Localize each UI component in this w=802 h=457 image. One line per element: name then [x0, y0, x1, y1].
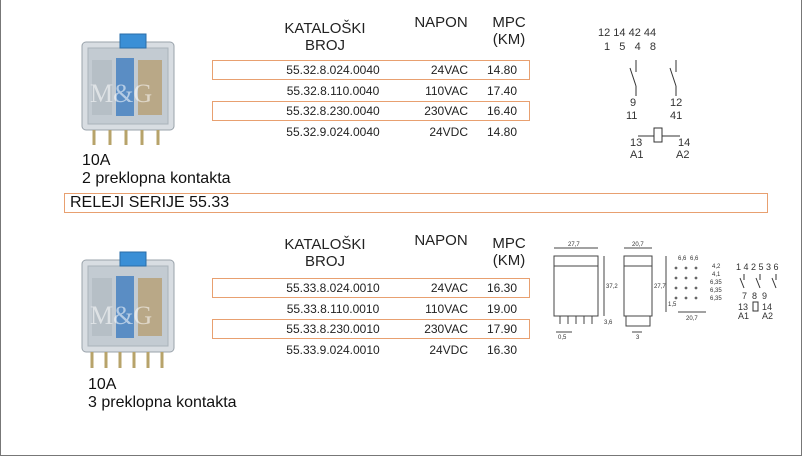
schematic-coil-left-num: 13	[738, 302, 749, 312]
contact-description: 3 preklopna kontakta	[88, 394, 237, 411]
contact-schematic-2	[590, 20, 710, 170]
catalog-number: 55.32.8.024.0040	[286, 63, 380, 77]
voltage: 24VAC	[430, 281, 468, 295]
catalog-number: 55.32.8.230.0040	[286, 104, 380, 118]
catalog-header	[270, 20, 380, 54]
schematic-mid-right1: 12	[670, 97, 683, 109]
schematic-coil-right-num: 14	[762, 302, 773, 312]
dim-base2: 20,7	[686, 316, 698, 322]
dimension-drawing	[546, 240, 736, 345]
catalog-header-line1: KATALOŠKI	[284, 236, 366, 253]
catalog-number: 55.33.8.024.0010	[286, 281, 380, 295]
dim-grid2: 6,6	[690, 256, 699, 262]
dim-width1: 27,7	[568, 242, 580, 248]
voltage-header: NAPON	[414, 14, 468, 31]
voltage-header: NAPON	[414, 232, 468, 249]
price-header-line2: (KM)	[492, 31, 526, 48]
price: 14.80	[486, 63, 517, 77]
dim-base1: 1,5	[668, 302, 677, 308]
dim-r1: 4,2	[712, 264, 721, 270]
schematic-mid-right2: 41	[670, 110, 683, 122]
catalog-number: 55.32.9.024.0040	[286, 125, 380, 139]
dim-side1: 3,6	[604, 320, 613, 326]
dim-height2: 27,7	[654, 284, 666, 290]
dim-r3: 6,35	[710, 280, 722, 286]
price: 16.30	[486, 281, 517, 295]
schematic-coil-left-label: A1	[738, 311, 750, 321]
section-title: RELEJI SERIJE 55.33	[70, 194, 230, 211]
price-header	[484, 235, 534, 269]
catalog-header-line1: KATALOŠKI	[284, 20, 366, 37]
contact-schematic-3	[734, 258, 798, 328]
price-header-line2: (KM)	[492, 252, 526, 269]
catalog-number: 55.33.8.110.0010	[286, 302, 380, 316]
voltage: 230VAC	[424, 104, 468, 118]
schematic-mid-left2: 11	[626, 110, 638, 122]
dim-width2: 20,7	[632, 242, 644, 248]
schematic-coil-right-label: A2	[676, 149, 690, 161]
dim-grid1: 6,6	[678, 256, 687, 262]
watermark: M&G	[90, 79, 153, 108]
dim-bottom1: 0,5	[558, 335, 567, 341]
schematic-coil-right-label: A2	[762, 311, 774, 321]
watermark: M&G	[90, 301, 153, 330]
current-rating: 10A	[88, 376, 117, 393]
voltage: 230VAC	[424, 322, 468, 336]
contact-description: 2 preklopna kontakta	[82, 170, 231, 187]
catalog-number: 55.33.9.024.0010	[286, 343, 380, 357]
schematic-mid-left1: 9	[630, 97, 637, 109]
schematic-mid: 7 8 9	[742, 291, 768, 301]
price-header-line1: MPC	[492, 235, 526, 252]
dim-r4: 6,35	[710, 288, 722, 294]
current-rating: 10A	[82, 152, 111, 169]
price-header	[484, 14, 534, 48]
schematic-top: 1 4 2 5 3 6	[736, 262, 779, 272]
section-header	[64, 193, 768, 213]
price: 19.00	[486, 302, 517, 316]
voltage: 24VDC	[429, 125, 468, 139]
catalog-number: 55.32.8.110.0040	[286, 84, 380, 98]
catalog-header	[270, 236, 380, 270]
price: 16.40	[486, 104, 517, 118]
voltage: 24VDC	[429, 343, 468, 357]
catalog-header-line2: BROJ	[304, 37, 345, 54]
schematic-coil-right-num: 14	[678, 137, 691, 149]
voltage: 110VAC	[425, 84, 468, 98]
price-header-line1: MPC	[492, 14, 526, 31]
catalog-number: 55.33.8.230.0010	[286, 322, 380, 336]
schematic-top-row2: 1 5 4 8	[604, 41, 656, 53]
price: 17.40	[486, 84, 517, 98]
price: 14.80	[486, 125, 517, 139]
dim-height1: 37,2	[606, 284, 618, 290]
voltage: 24VAC	[430, 63, 468, 77]
relay-photo-55-33	[72, 248, 192, 378]
dim-pin: 3	[636, 335, 640, 341]
dim-r2: 4,1	[712, 272, 721, 278]
voltage: 110VAC	[425, 302, 468, 316]
relay-photo-55-32	[72, 30, 192, 155]
price: 17.90	[486, 322, 517, 336]
schematic-coil-left-label: A1	[630, 149, 644, 161]
schematic-coil-left-num: 13	[630, 137, 643, 149]
dim-r5: 6,35	[710, 296, 722, 302]
price: 16.30	[486, 343, 517, 357]
catalog-header-line2: BROJ	[304, 253, 345, 270]
schematic-top-row1: 12 14 42 44	[598, 27, 657, 39]
